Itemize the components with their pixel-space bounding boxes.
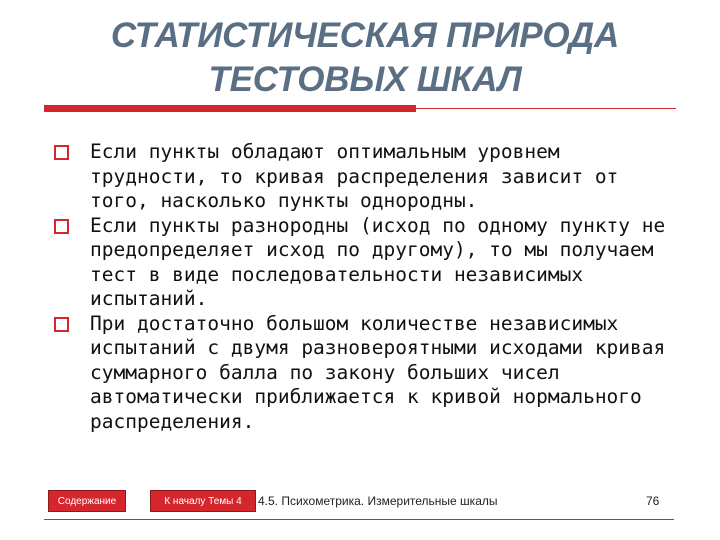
square-bullet-icon [54,219,69,234]
bullet-text: Если пункты разнородны (исход по одному пункту не предопределяет исход по другому), то мы получаем тест в виде последовательности независимых испытаний. [90,213,666,310]
slide-title-line-2: ТЕСТОВЫХ ШКАЛ [208,60,522,99]
to-topic-start-button[interactable]: К началу Темы 4 [150,490,256,512]
title-divider-bar [44,105,416,112]
contents-button[interactable]: Содержание [48,490,126,512]
footer-divider [44,519,674,520]
bullet-text: Если пункты обладают оптимальным уровнем трудности, то кривая распределения зависит от того, насколько пункты однородны. [90,140,619,212]
list-item [52,312,682,435]
square-bullet-icon [54,145,69,160]
square-bullet-icon [54,317,69,332]
list-item [52,214,682,312]
list-item [52,140,682,214]
slide-title [60,14,670,102]
slide-title-line-1: СТАТИСТИЧЕСКАЯ ПРИРОДА [110,16,620,55]
page-number: 76 [646,494,660,508]
bullet-list [52,140,682,434]
footer-caption: 4.5. Психометрика. Измерительные шкалы [258,494,498,508]
bullet-text: При достаточно большом количестве независимых испытаний с двумя разновероятными исходами кривая суммарного балла по закону больших чисел автоматически приближается к кривой нормального распределения. [90,311,666,433]
